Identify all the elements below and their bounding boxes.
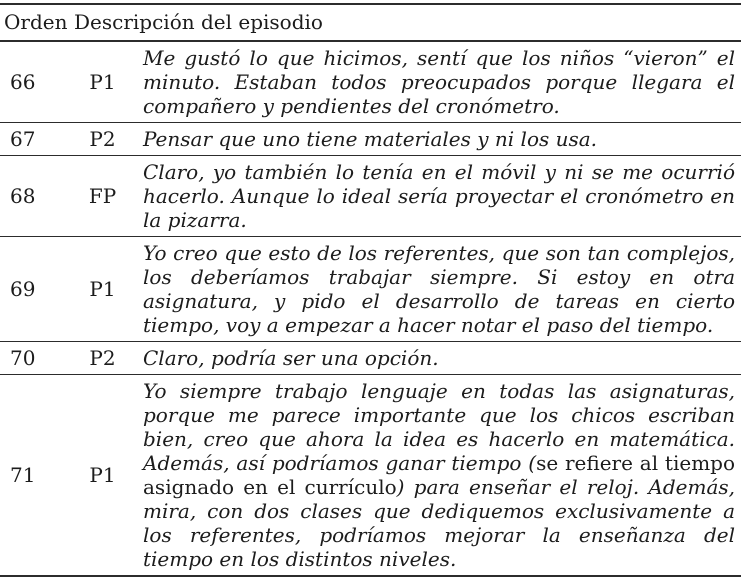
header-row [0,4,741,41]
description-cell [133,342,741,375]
speaker-cell: P1 [89,70,116,94]
header-orden: Orden [4,10,68,34]
description-cell [133,156,741,237]
description-segment: Yo creo que esto de los referentes, que son tan complejos, los deberíamos trabajar siempre. Si estoy en otra asignatura, y pido el desarrollo de tareas en cierto tiempo, voy a empezar a hacer notar el paso del tiempo. [143,241,735,337]
description-cell [133,375,741,577]
description-segment: se refiere al tiempo asignado en el currículo [143,451,735,499]
description-segment: Me gustó lo que hicimos, sentí que los niños “vieron” el minuto. Estaban todos preocupados porque llegara el compañero y pendientes del cronómetro. [143,46,735,118]
table-row [0,375,741,577]
description-segment: Yo siempre trabajo lenguaje en todas las asignaturas, porque me parece importante que los chicos escriban bien, creo que ahora la idea es hacerlo en matemática. Además, así podríamos ganar tiempo ( [143,379,735,475]
speaker-cell: P1 [89,463,116,487]
orden-cell: 69 [10,277,36,301]
table-row [0,41,741,123]
table-header [0,4,741,41]
orden-cell: 70 [10,346,36,370]
description-segment: ) para enseñar el reloj. Además, mira, con dos clases que dediquemos exclusivamente a los referentes, podríamos mejorar la enseñanza del tiempo en los distintos niveles. [143,475,735,571]
speaker-cell: FP [88,184,117,208]
description-cell [133,123,741,156]
description-segment: Pensar que uno tiene materiales y ni los usa. [143,127,598,151]
header-descripcion: Descripción del episodio [74,10,323,34]
speaker-cell: P1 [89,277,116,301]
orden-cell: 67 [10,127,36,151]
orden-cell: 68 [10,184,36,208]
description-cell [133,237,741,342]
orden-cell: 66 [10,70,36,94]
speaker-cell: P2 [89,346,116,370]
table-body [0,41,741,576]
description-segment: Claro, podría ser una opción. [143,346,439,370]
description-segment: Claro, yo también lo tenía en el móvil y ni se me ocurrió hacerlo. Aunque lo ideal sería proyectar el cronómetro en la pizarra. [143,160,735,232]
table-row [0,237,741,342]
table-row [0,342,741,375]
table-row [0,123,741,156]
table-row [0,156,741,237]
speaker-cell: P2 [89,127,116,151]
orden-cell: 71 [10,463,36,487]
description-cell [133,41,741,123]
episode-table [0,3,741,577]
